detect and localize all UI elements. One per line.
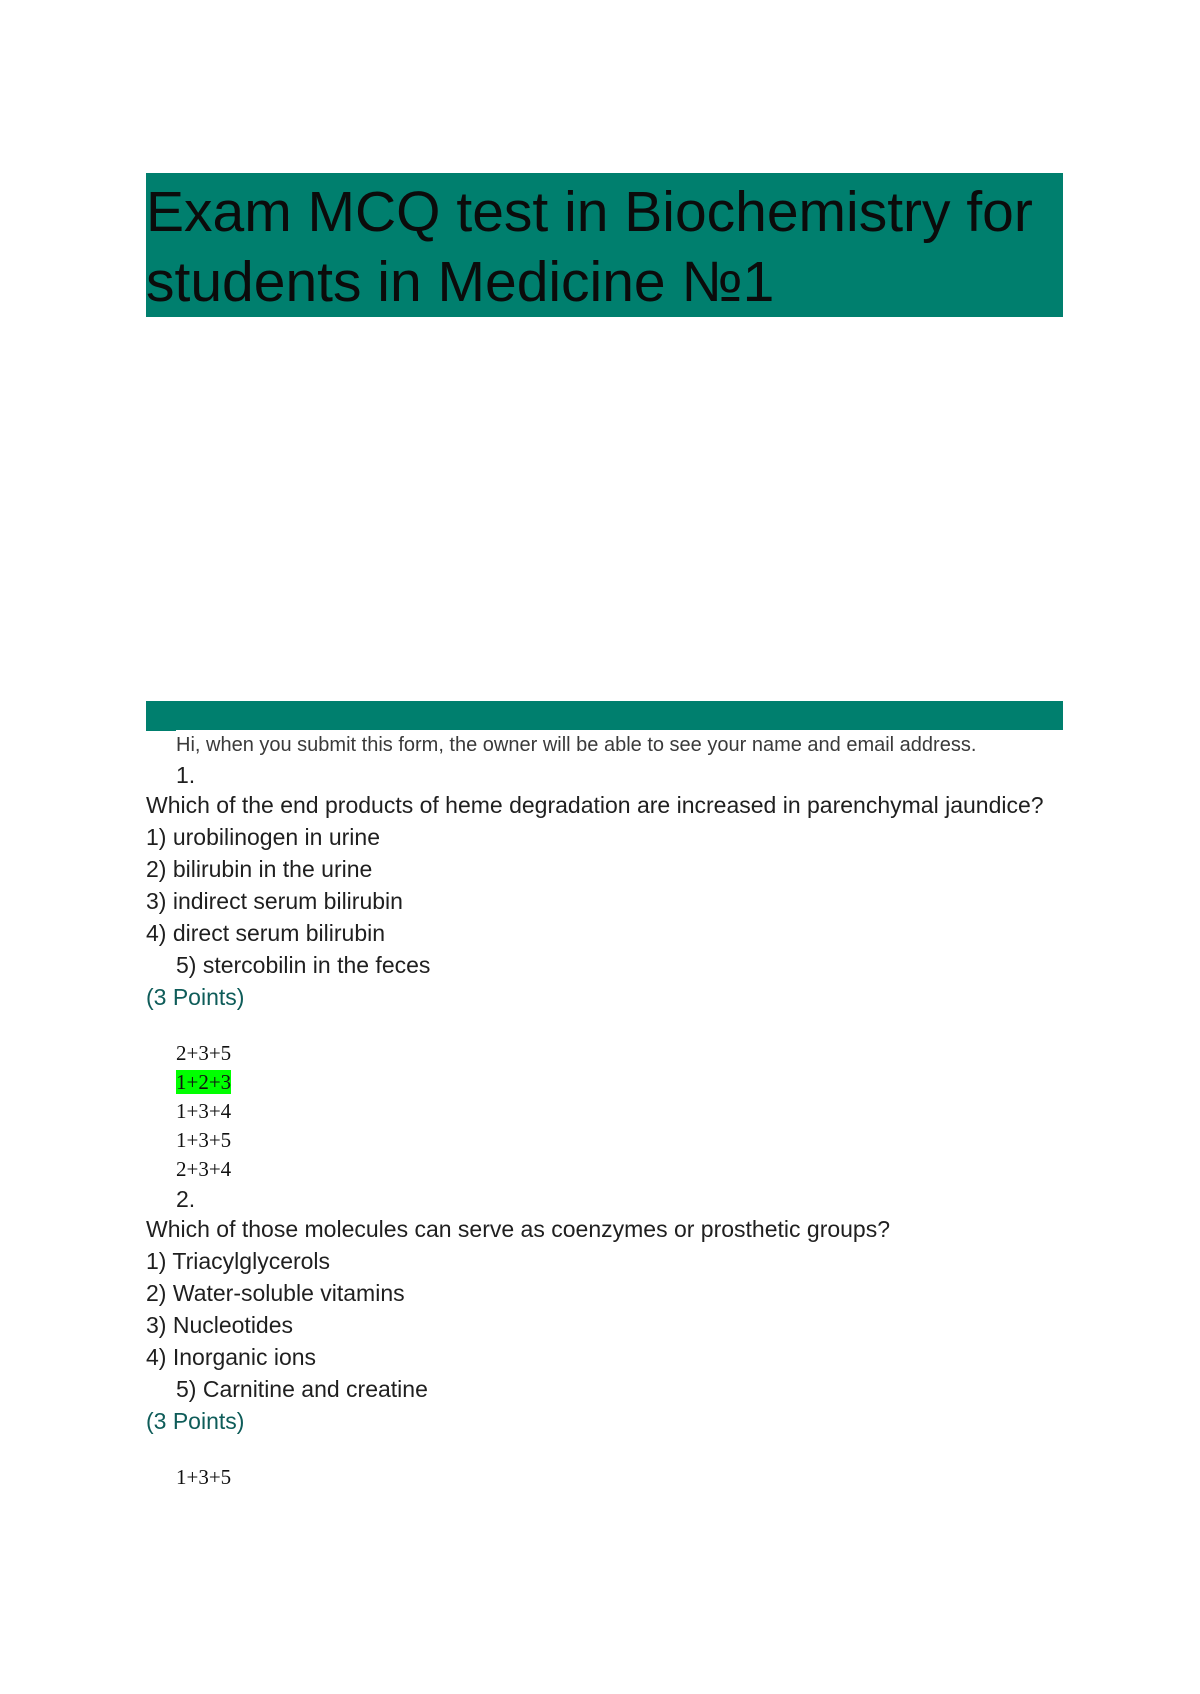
question-number: 1. <box>176 762 196 788</box>
question-option: 2) Water-soluble vitamins <box>146 1280 405 1306</box>
question-text: Which of the end products of heme degradation are increased in parenchymal jaundice? <box>146 792 1044 818</box>
answer-list <box>176 1039 1076 1184</box>
answer-choice-highlighted[interactable]: 1+2+3 <box>176 1070 232 1094</box>
question-option: 3) indirect serum bilirubin <box>146 888 403 914</box>
question-number: 2. <box>176 1186 196 1212</box>
form-content <box>146 730 1076 1492</box>
spacer <box>146 1437 1076 1463</box>
privacy-notice: Hi, when you submit this form, the owner will be able to see your name and email address. <box>176 734 977 756</box>
question-option: 4) Inorganic ions <box>146 1344 317 1370</box>
question-text: Which of those molecules can serve as coenzymes or prosthetic groups? <box>146 1216 891 1242</box>
question-option: 4) direct serum bilirubin <box>146 920 386 946</box>
question-option: 2) bilirubin in the urine <box>146 856 373 882</box>
answer-choice[interactable]: 1+3+4 <box>176 1099 232 1123</box>
question-option: 5) Carnitine and creatine <box>176 1376 428 1402</box>
answer-choice[interactable]: 2+3+5 <box>176 1041 232 1065</box>
question-option: 3) Nucleotides <box>146 1312 294 1338</box>
spacer <box>146 1013 1076 1039</box>
question-option: 5) stercobilin in the feces <box>176 952 431 978</box>
answer-choice[interactable]: 1+3+5 <box>176 1465 232 1489</box>
page-title: Exam MCQ test in Biochemistry for students in Medicine №1 <box>146 173 1063 317</box>
question-2 <box>146 1184 1076 1492</box>
question-points: (3 Points) <box>146 1408 245 1434</box>
answer-list <box>176 1463 1076 1492</box>
section-divider-bar <box>146 701 1063 730</box>
answer-choice[interactable]: 2+3+4 <box>176 1157 232 1181</box>
question-option: 1) Triacylglycerols <box>146 1248 331 1274</box>
question-option: 1) urobilinogen in urine <box>146 824 380 850</box>
answer-choice[interactable]: 1+3+5 <box>176 1128 232 1152</box>
question-1 <box>146 760 1076 1184</box>
question-points: (3 Points) <box>146 984 245 1010</box>
